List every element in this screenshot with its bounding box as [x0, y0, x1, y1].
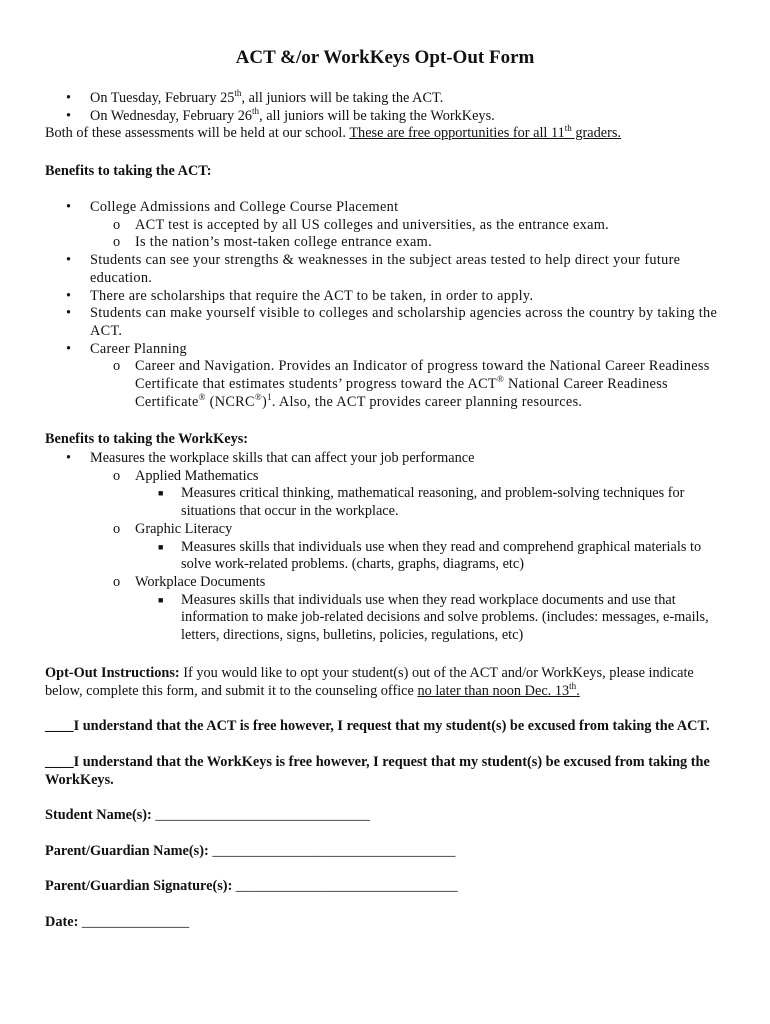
list-item: o Workplace Documents: [113, 573, 266, 590]
list-item: o Career and Navigation. Provides an Indicator of progress toward the National Career Readiness Certificate that estimates students’ progress toward the ACT® National Career Readiness Certificate® (NCRC®)$^1$. Also, the ACT provides career planning resources.: [113, 358, 710, 410]
list-item: • There are scholarships that require the ACT to be taken, in order to apply.: [66, 287, 534, 304]
parent-signature-line[interactable]: _______________________________: [235, 878, 458, 894]
circle-bullet-icon: o: [113, 234, 121, 251]
intro-bullet-act-date: • On Tuesday, February 25th, all juniors will be taking the ACT.: [66, 88, 444, 106]
bullet-icon: •: [66, 107, 72, 124]
bullet-icon: •: [66, 252, 72, 269]
square-bullet-icon: ■: [158, 594, 164, 605]
opt-out-label: Opt-Out Instructions:: [45, 665, 180, 681]
list-item: ■ Measures skills that individuals use when they read and comprehend graphical materials to solve work-related problems. (charts, graphs, diagrams, etc): [158, 538, 702, 573]
intro-bullet-workkeys-date: • On Wednesday, February 26th, all juniors will be taking the WorkKeys.: [66, 105, 495, 124]
list-item: ■ Measures skills that individuals use when they read workplace documents and use that information to make job-related decisions and solve problems. (includes: messages, e-mails, letters, directions, signs, bulletins, policies, regulations, etc): [158, 591, 709, 644]
intro-note: Both of these assessments will be held at our school. These are free opportunities for all 11th graders.: [45, 123, 621, 142]
workkeys-benefits-list: [45, 450, 730, 645]
bullet-icon: •: [66, 287, 72, 304]
list-item: • Students can see your strengths & weaknesses in the subject areas tested to help direct your future education.: [66, 252, 681, 286]
date-line[interactable]: _______________: [81, 914, 190, 930]
bullet-icon: •: [66, 305, 72, 322]
parent-signature-field[interactable]: Parent/Guardian Signature(s): _______________________________: [45, 878, 458, 894]
circle-bullet-icon: o: [113, 216, 121, 233]
list-item: o Is the nation’s most-taken college entrance exam.: [113, 234, 432, 251]
list-item: ■ Measures critical thinking, mathematical reasoning, and problem-solving techniques for situations that occur in the workplace.: [158, 485, 685, 520]
intro-section: [45, 90, 730, 143]
bullet-icon: •: [66, 450, 72, 466]
act-benefits-heading: Benefits to taking the ACT:: [45, 163, 212, 179]
circle-bullet-icon: o: [113, 467, 121, 484]
bullet-icon: •: [66, 90, 72, 106]
parent-name-field[interactable]: Parent/Guardian Name(s): __________________________________: [45, 843, 456, 859]
act-excuse-checkline[interactable]: ____I understand that the ACT is free however, I request that my student(s) be excused from taking the ACT.: [45, 718, 710, 734]
list-item: o ACT test is accepted by all US colleges and universities, as the entrance exam.: [113, 216, 610, 233]
parent-name-line[interactable]: __________________________________: [212, 843, 456, 859]
list-item: • College Admissions and College Course Placement: [66, 199, 399, 215]
deadline: no later than noon Dec. 13th.: [417, 680, 580, 699]
square-bullet-icon: ■: [158, 488, 164, 499]
square-bullet-icon: ■: [158, 541, 164, 552]
list-item: o Graphic Literacy: [113, 520, 233, 537]
page-title: ACT &/or WorkKeys Opt-Out Form: [235, 47, 535, 68]
list-item: • Measures the workplace skills that can affect your job performance: [66, 450, 475, 466]
bullet-icon: •: [66, 340, 72, 357]
list-item: • Career Planning: [66, 340, 188, 357]
circle-bullet-icon: o: [113, 358, 121, 375]
circle-bullet-icon: o: [113, 520, 121, 537]
workkeys-excuse-checkline[interactable]: ____I understand that the WorkKeys is free however, I request that my student(s) be excused from taking the WorkKeys.: [45, 754, 710, 788]
act-benefits-list: [45, 199, 730, 411]
free-opportunity-note: These are free opportunities for all 11th graders.: [349, 123, 621, 142]
opt-out-instructions: Opt-Out Instructions: If you would like to opt your student(s) out of the ACT and/or WorkKeys, please indicate below, complete this form, and submit it to the counseling office no later than noon Dec. 13th.: [45, 665, 694, 699]
circle-bullet-icon: o: [113, 573, 121, 590]
date-field[interactable]: Date: _______________: [45, 914, 190, 930]
workkeys-benefits-heading: Benefits to taking the WorkKeys:: [45, 431, 249, 447]
list-item: • Students can make yourself visible to colleges and scholarship agencies across the country by taking the ACT.: [66, 305, 718, 339]
student-name-line[interactable]: ______________________________: [155, 807, 370, 823]
student-name-field[interactable]: Student Name(s): ______________________________: [45, 807, 370, 823]
bullet-icon: •: [66, 199, 72, 215]
list-item: o Applied Mathematics: [113, 467, 259, 484]
